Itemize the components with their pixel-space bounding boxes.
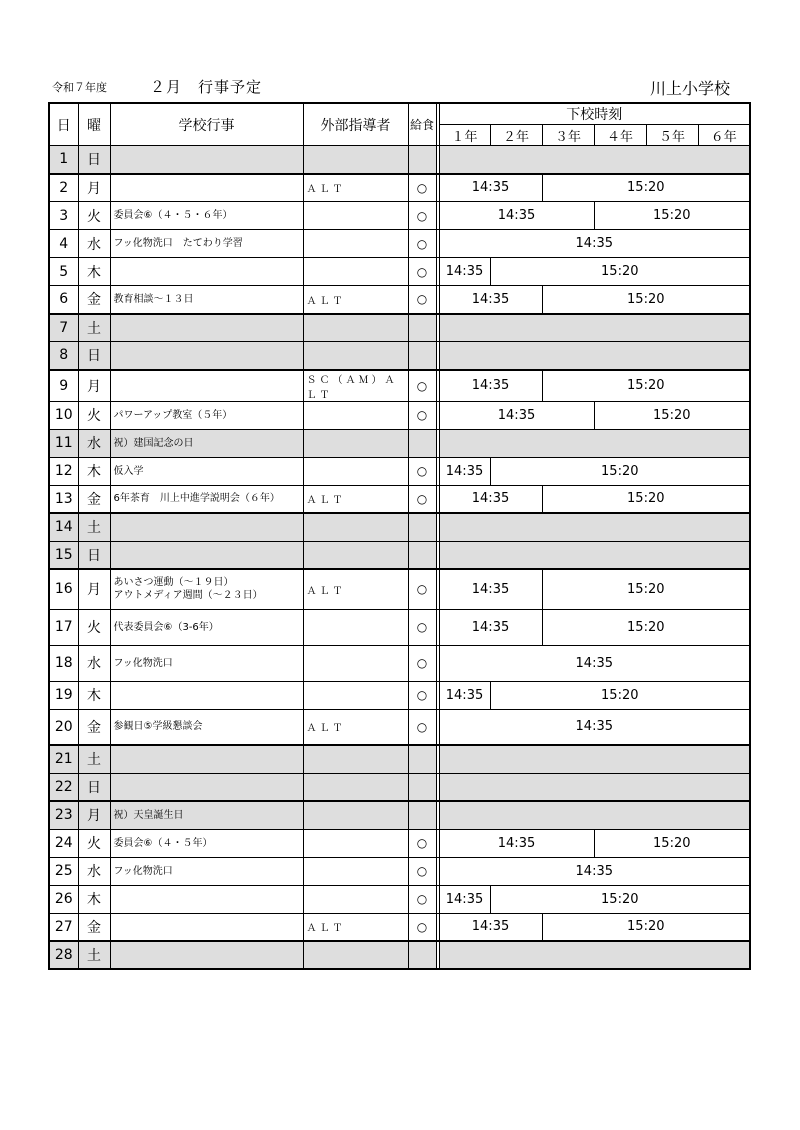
col-grade-5: ５年 <box>646 125 698 146</box>
event-cell <box>110 745 303 773</box>
col-guide: 外部指導者 <box>303 103 408 146</box>
dismissal-time: 14:35 <box>439 645 750 681</box>
weekday: 土 <box>78 941 110 969</box>
table-header <box>49 103 750 146</box>
dismissal-time: 14:35 <box>439 829 594 857</box>
lunch-cell <box>408 773 436 801</box>
lunch-cell: ○ <box>408 174 436 202</box>
table-row <box>49 709 750 745</box>
dismissal-time: 14:35 <box>439 202 594 230</box>
weekday: 月 <box>78 370 110 402</box>
event-cell: 参観日⑤学級懇談会 <box>110 709 303 745</box>
event-line: アウトメディア週間（～２３日） <box>113 590 263 602</box>
weekday: 金 <box>78 913 110 941</box>
weekday: 金 <box>78 485 110 513</box>
table-row <box>49 370 750 402</box>
dismissal-time: 14:35 <box>439 681 490 709</box>
guide-cell <box>303 314 408 342</box>
weekday: 木 <box>78 258 110 286</box>
dismissal-time: 14:35 <box>439 569 542 609</box>
event-cell: パワーアップ教室（５年） <box>110 401 303 429</box>
dismissal-time: 14:35 <box>439 609 542 645</box>
weekday: 金 <box>78 286 110 314</box>
table-row <box>49 202 750 230</box>
weekday: 水 <box>78 857 110 885</box>
dismissal-time: 15:20 <box>594 202 750 230</box>
dismissal-time: 15:20 <box>542 485 750 513</box>
guide-cell <box>303 609 408 645</box>
table-row <box>49 485 750 513</box>
dismissal-time: 15:20 <box>542 569 750 609</box>
dismissal-time: 15:20 <box>542 370 750 402</box>
lunch-cell: ○ <box>408 370 436 402</box>
table-row <box>49 541 750 569</box>
lunch-cell <box>408 314 436 342</box>
lunch-cell <box>408 941 436 969</box>
col-lunch: 給食 <box>408 103 436 146</box>
table-row <box>49 681 750 709</box>
dismissal-time: 14:35 <box>439 913 542 941</box>
guide-cell: ＡＬＴ <box>303 485 408 513</box>
day-number: 16 <box>49 569 78 609</box>
event-cell: フッ化物洗口 <box>110 857 303 885</box>
dismissal-cell <box>439 342 750 370</box>
table-body <box>49 146 750 970</box>
event-cell: 祝）建国記念の日 <box>110 429 303 457</box>
guide-cell <box>303 342 408 370</box>
day-number: 4 <box>49 230 78 258</box>
event-cell <box>110 342 303 370</box>
weekday: 木 <box>78 681 110 709</box>
table-row <box>49 429 750 457</box>
dismissal-time: 15:20 <box>490 885 750 913</box>
dismissal-time: 15:20 <box>594 401 750 429</box>
dismissal-cell <box>439 314 750 342</box>
guide-cell <box>303 541 408 569</box>
weekday: 土 <box>78 745 110 773</box>
lunch-cell: ○ <box>408 681 436 709</box>
day-number: 1 <box>49 146 78 174</box>
dismissal-cell <box>439 513 750 541</box>
col-grade-4: ４年 <box>594 125 646 146</box>
fiscal-year: 令和７年度 <box>52 81 107 94</box>
weekday: 日 <box>78 541 110 569</box>
lunch-cell: ○ <box>408 829 436 857</box>
lunch-cell: ○ <box>408 609 436 645</box>
dismissal-time: 14:35 <box>439 457 490 485</box>
weekday: 月 <box>78 174 110 202</box>
table-row <box>49 829 750 857</box>
weekday: 土 <box>78 314 110 342</box>
lunch-cell: ○ <box>408 709 436 745</box>
lunch-cell: ○ <box>408 401 436 429</box>
col-grade-3: ３年 <box>542 125 594 146</box>
event-line: あいさつ運動（～１９日） <box>113 577 234 589</box>
event-cell: 教育相談～１３日 <box>110 286 303 314</box>
dismissal-time: 14:35 <box>439 485 542 513</box>
table-row <box>49 258 750 286</box>
guide-cell: ＡＬＴ <box>303 913 408 941</box>
lunch-cell: ○ <box>408 258 436 286</box>
event-cell <box>110 913 303 941</box>
weekday: 水 <box>78 645 110 681</box>
dismissal-cell <box>439 146 750 174</box>
day-number: 28 <box>49 941 78 969</box>
day-number: 26 <box>49 885 78 913</box>
table-row <box>49 457 750 485</box>
day-number: 25 <box>49 857 78 885</box>
guide-cell <box>303 513 408 541</box>
lunch-cell: ○ <box>408 202 436 230</box>
day-number: 27 <box>49 913 78 941</box>
day-number: 23 <box>49 801 78 829</box>
event-cell: フッ化物洗口 <box>110 645 303 681</box>
table-row <box>49 773 750 801</box>
day-number: 3 <box>49 202 78 230</box>
table-row <box>49 913 750 941</box>
event-cell <box>110 569 303 609</box>
table-row <box>49 569 750 609</box>
table-row <box>49 885 750 913</box>
page-header <box>0 0 800 100</box>
event-cell <box>110 941 303 969</box>
weekday: 火 <box>78 829 110 857</box>
lunch-cell: ○ <box>408 885 436 913</box>
day-number: 8 <box>49 342 78 370</box>
day-number: 24 <box>49 829 78 857</box>
schedule-table <box>48 102 751 970</box>
col-grade-6: ６年 <box>698 125 750 146</box>
dismissal-time: 14:35 <box>439 401 594 429</box>
event-cell <box>110 773 303 801</box>
day-number: 5 <box>49 258 78 286</box>
guide-cell <box>303 146 408 174</box>
guide-cell <box>303 202 408 230</box>
weekday: 火 <box>78 609 110 645</box>
lunch-cell <box>408 429 436 457</box>
day-number: 22 <box>49 773 78 801</box>
event-cell <box>110 258 303 286</box>
col-day: 日 <box>49 103 78 146</box>
dismissal-time: 15:20 <box>490 681 750 709</box>
page-title: ２月 行事予定 <box>150 78 263 96</box>
lunch-cell: ○ <box>408 913 436 941</box>
dismissal-time: 14:35 <box>439 174 542 202</box>
event-cell: フッ化物洗口 たてわり学習 <box>110 230 303 258</box>
event-cell <box>110 885 303 913</box>
day-number: 19 <box>49 681 78 709</box>
table-row <box>49 174 750 202</box>
table-row <box>49 286 750 314</box>
dismissal-time: 14:35 <box>439 286 542 314</box>
day-number: 21 <box>49 745 78 773</box>
guide-cell: ＡＬＴ <box>303 569 408 609</box>
event-cell <box>110 174 303 202</box>
day-number: 20 <box>49 709 78 745</box>
lunch-cell: ○ <box>408 457 436 485</box>
weekday: 水 <box>78 230 110 258</box>
weekday: 火 <box>78 401 110 429</box>
dismissal-time: 15:20 <box>542 286 750 314</box>
weekday: 金 <box>78 709 110 745</box>
lunch-cell <box>408 513 436 541</box>
dismissal-time: 15:20 <box>490 258 750 286</box>
guide-cell <box>303 801 408 829</box>
guide-cell <box>303 258 408 286</box>
table-row <box>49 857 750 885</box>
event-cell: 委員会⑥（４・５・６年） <box>110 202 303 230</box>
event-cell: 代表委員会⑥（3-6年） <box>110 609 303 645</box>
day-number: 12 <box>49 457 78 485</box>
table-row <box>49 941 750 969</box>
lunch-cell <box>408 541 436 569</box>
dismissal-cell <box>439 541 750 569</box>
guide-cell <box>303 941 408 969</box>
table-row <box>49 745 750 773</box>
weekday: 日 <box>78 342 110 370</box>
weekday: 土 <box>78 513 110 541</box>
guide-cell <box>303 681 408 709</box>
dismissal-time: 14:35 <box>439 857 750 885</box>
school-name: 川上小学校 <box>649 79 730 98</box>
dismissal-time: 15:20 <box>594 829 750 857</box>
table-row <box>49 146 750 174</box>
col-events: 学校行事 <box>110 103 303 146</box>
lunch-cell: ○ <box>408 485 436 513</box>
dismissal-time: 14:35 <box>439 370 542 402</box>
guide-cell <box>303 773 408 801</box>
weekday: 日 <box>78 773 110 801</box>
col-weekday: 曜 <box>78 103 110 146</box>
event-cell: 委員会⑥（４・５年） <box>110 829 303 857</box>
dismissal-time: 14:35 <box>439 230 750 258</box>
day-number: 2 <box>49 174 78 202</box>
weekday: 水 <box>78 429 110 457</box>
table-row <box>49 342 750 370</box>
dismissal-cell <box>439 429 750 457</box>
event-cell <box>110 681 303 709</box>
guide-cell <box>303 401 408 429</box>
weekday: 月 <box>78 801 110 829</box>
dismissal-time: 14:35 <box>439 709 750 745</box>
table-row <box>49 645 750 681</box>
event-cell <box>110 541 303 569</box>
lunch-cell <box>408 146 436 174</box>
dismissal-time: 14:35 <box>439 885 490 913</box>
dismissal-cell <box>439 773 750 801</box>
event-cell: 仮入学 <box>110 457 303 485</box>
dismissal-time: 15:20 <box>490 457 750 485</box>
lunch-cell <box>408 745 436 773</box>
table-row <box>49 401 750 429</box>
dismissal-time: 15:20 <box>542 174 750 202</box>
event-cell <box>110 146 303 174</box>
dismissal-time: 15:20 <box>542 609 750 645</box>
day-number: 6 <box>49 286 78 314</box>
table-row <box>49 513 750 541</box>
dismissal-time: 15:20 <box>542 913 750 941</box>
day-number: 10 <box>49 401 78 429</box>
lunch-cell: ○ <box>408 286 436 314</box>
lunch-cell <box>408 342 436 370</box>
event-cell <box>110 513 303 541</box>
lunch-cell <box>408 801 436 829</box>
guide-cell <box>303 457 408 485</box>
event-cell: 祝）天皇誕生日 <box>110 801 303 829</box>
lunch-cell: ○ <box>408 645 436 681</box>
day-number: 9 <box>49 370 78 402</box>
event-cell: 6年茶育 川上中進学説明会（６年） <box>110 485 303 513</box>
guide-cell: ＡＬＴ <box>303 286 408 314</box>
guide-cell <box>303 745 408 773</box>
weekday: 火 <box>78 202 110 230</box>
guide-cell <box>303 857 408 885</box>
col-dismissal: 下校時刻 <box>439 103 750 125</box>
guide-cell <box>303 230 408 258</box>
table-row <box>49 801 750 829</box>
weekday: 木 <box>78 457 110 485</box>
day-number: 7 <box>49 314 78 342</box>
day-number: 11 <box>49 429 78 457</box>
guide-cell: ＡＬＴ <box>303 709 408 745</box>
guide-cell: ＡＬＴ <box>303 174 408 202</box>
event-cell <box>110 314 303 342</box>
guide-cell <box>303 885 408 913</box>
col-grade-1: １年 <box>439 125 490 146</box>
day-number: 14 <box>49 513 78 541</box>
lunch-cell: ○ <box>408 857 436 885</box>
weekday: 月 <box>78 569 110 609</box>
day-number: 18 <box>49 645 78 681</box>
table-row <box>49 609 750 645</box>
dismissal-cell <box>439 801 750 829</box>
day-number: 13 <box>49 485 78 513</box>
guide-cell <box>303 429 408 457</box>
guide-cell <box>303 645 408 681</box>
table-row <box>49 230 750 258</box>
guide-cell <box>303 829 408 857</box>
table-row <box>49 314 750 342</box>
col-grade-2: ２年 <box>490 125 542 146</box>
guide-cell: ＳＣ（ＡＭ）ＡＬＴ <box>303 370 408 402</box>
dismissal-cell <box>439 941 750 969</box>
weekday: 日 <box>78 146 110 174</box>
dismissal-time: 14:35 <box>439 258 490 286</box>
lunch-cell: ○ <box>408 230 436 258</box>
lunch-cell: ○ <box>408 569 436 609</box>
weekday: 木 <box>78 885 110 913</box>
dismissal-cell <box>439 745 750 773</box>
day-number: 15 <box>49 541 78 569</box>
event-cell <box>110 370 303 402</box>
day-number: 17 <box>49 609 78 645</box>
